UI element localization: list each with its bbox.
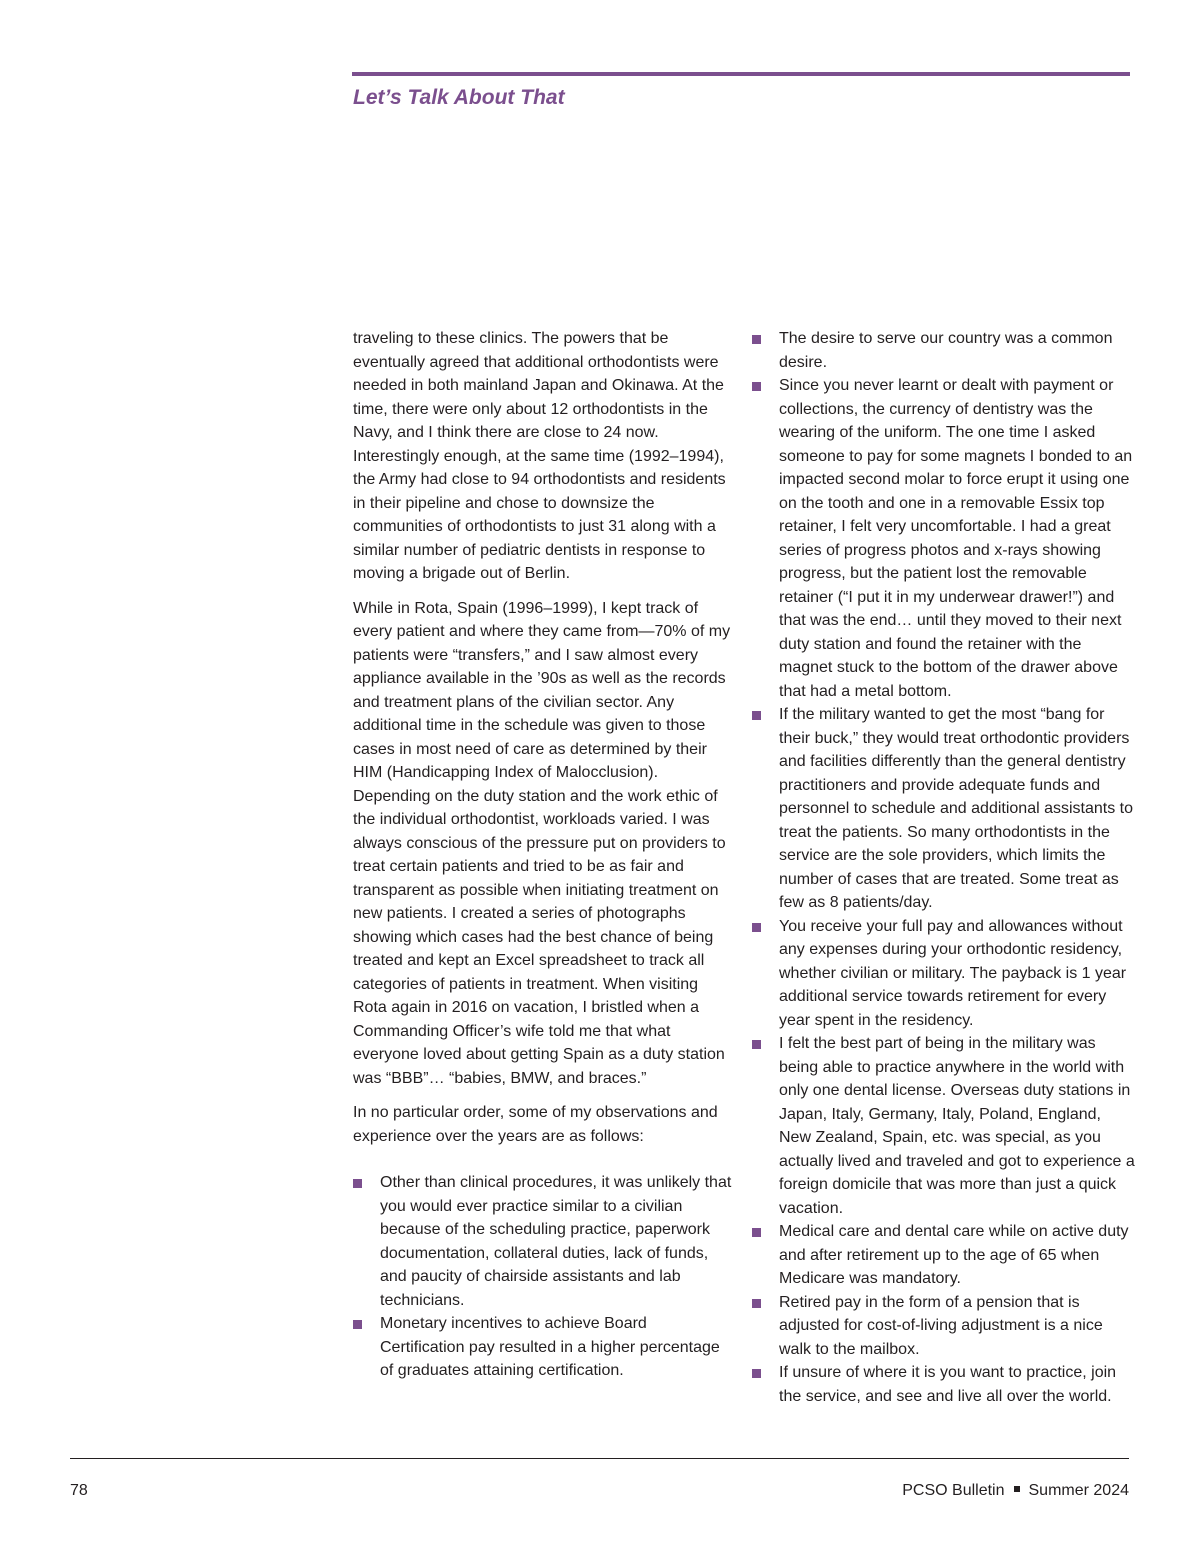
left-column xyxy=(353,327,733,1383)
list-item xyxy=(752,327,1136,374)
square-bullet-icon xyxy=(752,1369,761,1378)
list-item-text: I felt the best part of being in the military was being able to practice anywhere in the world with only one dental license. Overseas duty stations in Japan, Italy, Germany, Italy, Poland, England, New Zealand, Spain, etc. was special, as you actually lived and traveled and got to experience a foreign domicile that was more than just a quick vacation. xyxy=(779,1035,1135,1217)
list-item xyxy=(752,703,1136,915)
body-paragraph: In no particular order, some of my observations and experience over the years are as follows: xyxy=(353,1104,718,1145)
square-bullet-icon xyxy=(353,1179,362,1188)
page-number: 78 xyxy=(70,1482,88,1499)
square-bullet-icon xyxy=(752,1299,761,1308)
list-item-text: Monetary incentives to achieve Board Certification pay resulted in a higher percentage of graduates attaining certification. xyxy=(380,1315,720,1379)
list-item-text: Since you never learnt or dealt with payment or collections, the currency of dentistry was the wearing of the uniform. The one time I asked someone to pay for some magnets I bonded to an impacted second molar to force erupt it using one on the tooth and one in a removable Essix top retainer, I felt very uncomfortable. I had a great series of progress photos and x-rays showing progress, but the patient lost the removable retainer (“I put it in my underwear drawer!”) and that was the end… until they moved to their next duty station and found the retainer with the magnet stuck to the bottom of the drawer above that had a metal bottom. xyxy=(779,377,1133,700)
publication-name: PCSO Bulletin xyxy=(902,1482,1005,1499)
list-item-text: Retired pay in the form of a pension that is adjusted for cost-of-living adjustment is a nice walk to the mailbox. xyxy=(779,1293,1103,1358)
list-item xyxy=(752,1291,1136,1362)
body-paragraph: While in Rota, Spain (1996–1999), I kept track of every patient and where they came from—70% of my patients were “transfers,” and I saw almost every appliance available in the ’90s as well as the records and treatment plans of the civilian sector. Any additional time in the schedule was given to those cases in most need of care as determined by their HIM (Handicapping Index of Malocclusion). Depending on the duty station and the work ethic of the individual orthodontist, workloads varied. I was always conscious of the pressure put on providers to treat certain patients and tried to be as fair and transparent as possible when initiating treatment on new patients. I created a series of photographs showing which cases had the best chance of being treated and kept an Excel spreadsheet to track all categories of patients in treatment. When visiting Rota again in 2016 on vacation, I bristled when a Commanding Officer’s wife told me that what everyone loved about getting Spain as a duty station was “BBB”… “babies, BMW, and braces.” xyxy=(353,599,731,1087)
list-item-text: If unsure of where it is you want to practice, join the service, and see and live all over the world. xyxy=(779,1364,1117,1405)
observations-list xyxy=(353,1171,733,1383)
list-item xyxy=(752,374,1136,703)
list-item-text: Other than clinical procedures, it was unlikely that you would ever practice similar to a civilian because of the scheduling practice, paperwork documentation, collateral duties, lack of funds, and paucity of chairside assistants and lab technicians. xyxy=(380,1174,732,1309)
list-item-text: The desire to serve our country was a common desire. xyxy=(779,330,1113,371)
header-rule xyxy=(352,72,1130,76)
square-bullet-icon xyxy=(752,382,761,391)
list-item-text: Medical care and dental care while on active duty and after retirement up to the age of 65 when Medicare was mandatory. xyxy=(779,1223,1129,1287)
square-bullet-icon xyxy=(752,1040,761,1049)
square-bullet-icon xyxy=(752,711,761,720)
issue-label: Summer 2024 xyxy=(1028,1482,1129,1499)
list-item-text: If the military wanted to get the most “bang for their buck,” they would treat orthodontic providers and facilities differently than the general dentistry practitioners and provide adequate funds and personnel to schedule and additional assistants to treat the patients. So many orthodontists in the service are the sole providers, which limits the number of cases that are treated. Some treat as few as 8 patients/day. xyxy=(779,706,1134,911)
list-item-text: You receive your full pay and allowances without any expenses during your orthodontic residency, whether civilian or military. The payback is 1 year additional service towards retirement for every year spent in the residency. xyxy=(779,917,1127,1029)
observations-list-continued xyxy=(752,327,1136,1408)
square-bullet-icon xyxy=(353,1320,362,1329)
separator-square-icon xyxy=(1014,1486,1020,1492)
body-paragraph: traveling to these clinics. The powers that be eventually agreed that additional orthodontists were needed in both mainland Japan and Okinawa. At the time, there were only about 12 orthodontists in the Navy, and I think there are close to 24 now. Interestingly enough, at the same time (1992–1994), the Army had close to 94 orthodontists and residents in their pipeline and chose to downsize the communities of orthodontists to just 31 along with a similar number of pediatric dentists in response to moving a brigade out of Berlin. xyxy=(353,330,726,582)
square-bullet-icon xyxy=(752,1228,761,1237)
list-item xyxy=(752,1032,1136,1220)
square-bullet-icon xyxy=(752,923,761,932)
right-column xyxy=(752,327,1136,1408)
list-item xyxy=(353,1171,733,1312)
footer-publication xyxy=(902,1480,1129,1502)
list-item xyxy=(752,915,1136,1033)
footer-rule xyxy=(70,1458,1129,1459)
list-item xyxy=(752,1220,1136,1291)
list-item xyxy=(752,1361,1136,1408)
square-bullet-icon xyxy=(752,335,761,344)
section-title: Let’s Talk About That xyxy=(353,86,565,109)
list-item xyxy=(353,1312,733,1383)
